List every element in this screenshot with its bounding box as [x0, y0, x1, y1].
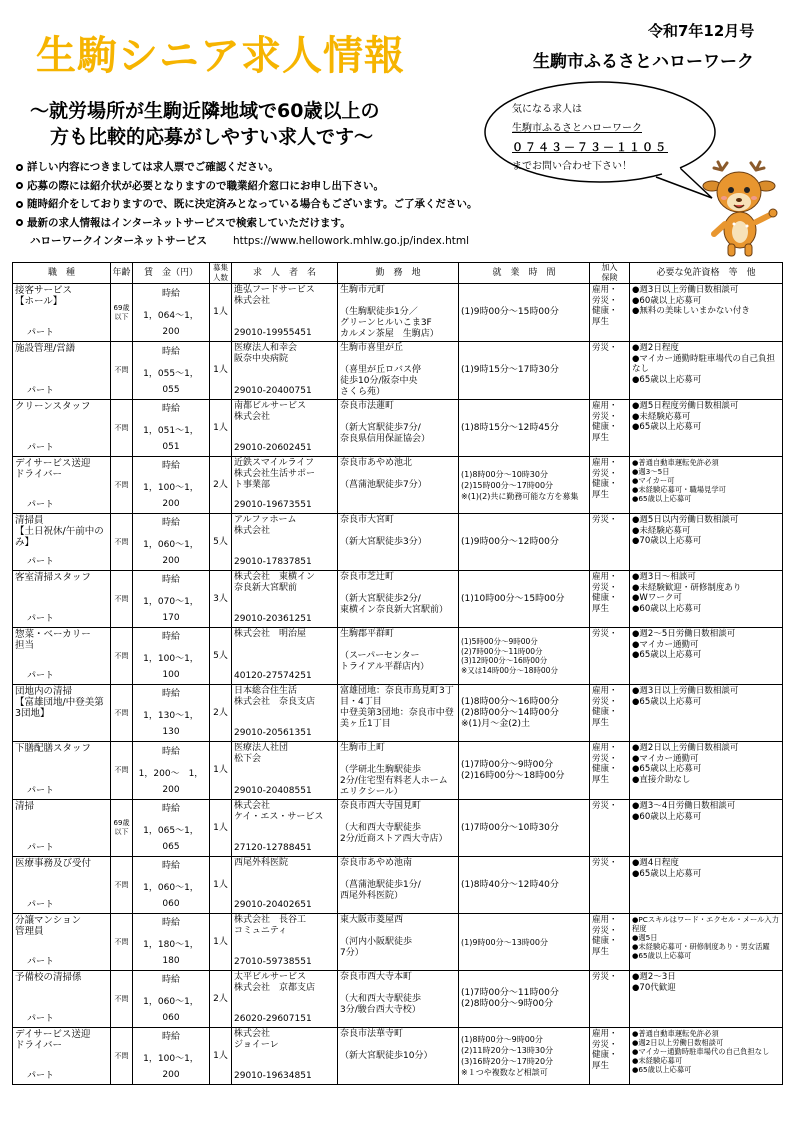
- job-title: 清掃: [15, 801, 35, 812]
- table-row: [13, 1028, 783, 1085]
- job-number: 29010-20402651: [234, 900, 312, 910]
- company-cell: [232, 685, 338, 742]
- table-row: [13, 800, 783, 857]
- subtitle-line-1: ～就労場所が生駒近隣地域で60歳以上の: [30, 100, 380, 122]
- employment-type: パート: [27, 614, 55, 624]
- company-name: 医療法人和幸会 阪奈中央病院: [234, 343, 298, 364]
- subtitle-line-2: 方も比較的応募がしやすい求人です～: [50, 126, 374, 148]
- hours-cell: (1)8時00分～10時30分 (2)15時00分～17時00分 ※(1)(2)共に勤務可能な方を募集: [459, 457, 590, 514]
- wage-range: 1，100～1，100: [143, 654, 199, 680]
- wage-cell: [133, 914, 210, 971]
- hours-cell: (1)7時00分～10時30分: [459, 800, 590, 857]
- notes-list: [16, 158, 477, 251]
- wage-type: 時給: [161, 746, 180, 757]
- job-title: デイサービス送迎 ドライバー: [15, 458, 91, 480]
- job-cell: [13, 400, 111, 457]
- phone-number[interactable]: ０７４３－７３－１１０５: [512, 141, 668, 154]
- job-title: 予備校の清掃係: [15, 972, 82, 983]
- employment-type: パート: [27, 843, 55, 853]
- column-header: 就 業 時 間: [459, 263, 590, 284]
- table-row: [13, 971, 783, 1028]
- company-name: 近鉄スマイルライフ 株式会社生活サポー ト事業部: [234, 458, 316, 490]
- hellowork-url[interactable]: https://www.hellowork.mhlw.go.jp/index.html: [233, 235, 470, 247]
- wage-type: 時給: [161, 689, 180, 699]
- company-cell: [232, 342, 338, 400]
- company-name: 日本総合住生活 株式会社 奈良支店: [234, 686, 316, 707]
- office-name: 生駒市ふるさとハローワーク: [533, 52, 754, 72]
- job-title: 下膳配膳スタッフ: [15, 743, 92, 754]
- employment-type: パート: [27, 786, 55, 796]
- job-number: 29010-20408551: [234, 786, 312, 796]
- job-number: 29010-19673551: [234, 500, 312, 510]
- openings-cell: 1人: [210, 914, 232, 971]
- job-number: 27120-12788451: [234, 843, 312, 853]
- openings-cell: 5人: [210, 628, 232, 685]
- requirements-cell: ●週3日以上労働日数相談可 ●65歳以上応募可: [630, 685, 783, 742]
- location-cell: 生駒市元町 （生駒駅徒歩1分／ グリーンヒルいこま3F カルメン茶屋 生駒店）: [338, 284, 459, 342]
- company-cell: [232, 628, 338, 685]
- insurance-cell: 労災・: [590, 342, 630, 400]
- wage-cell: [133, 342, 210, 400]
- hours-cell: (1)7時00分～11時00分 (2)8時00分～9時00分: [459, 971, 590, 1028]
- openings-cell: 2人: [210, 457, 232, 514]
- wage-cell: [133, 800, 210, 857]
- job-cell: [13, 628, 111, 685]
- job-table: [12, 262, 783, 1085]
- employment-type: パート: [27, 443, 55, 453]
- openings-cell: 1人: [210, 284, 232, 342]
- requirements-cell: ●週4日程度 ●65歳以上応募可: [630, 857, 783, 914]
- wage-cell: [133, 685, 210, 742]
- job-cell: [13, 571, 111, 628]
- wage-range: 1，070～1，170: [143, 597, 199, 623]
- hours-cell: (1)5時00分～9時00分 (2)7時00分～11時00分 (3)12時00分～16時00分 ※又は14時00分～18時00分: [459, 628, 590, 685]
- openings-cell: 1人: [210, 342, 232, 400]
- requirements-cell: ●普通自動車運転免許必須 ●週2日以上労働日数相談可 ●マイカー通勤時駐車場代の自己負担なし ●未経験応募可 ●65歳以上応募可: [630, 1028, 783, 1085]
- column-header: 職 種: [13, 263, 111, 284]
- table-row: [13, 457, 783, 514]
- insurance-cell: 雇用・ 労災・ 健康・ 厚生: [590, 742, 630, 800]
- age-cell: 不問: [111, 514, 133, 571]
- openings-cell: 2人: [210, 685, 232, 742]
- age-cell: 不問: [111, 400, 133, 457]
- insurance-cell: 労災・: [590, 514, 630, 571]
- job-cell: [13, 857, 111, 914]
- age-cell: 不問: [111, 1028, 133, 1085]
- job-cell: [13, 742, 111, 800]
- wage-range: 1，100～1，200: [143, 483, 199, 509]
- wage-range: 1，060～1，060: [143, 997, 199, 1023]
- openings-cell: 1人: [210, 742, 232, 800]
- job-number: 27010-59738551: [234, 957, 312, 967]
- company-cell: [232, 457, 338, 514]
- age-cell: 不問: [111, 685, 133, 742]
- location-cell: 生駒市上町 （学研北生駒駅徒歩 2分/住宅型有料老人ホーム エリクシール）: [338, 742, 459, 800]
- employment-type: パート: [27, 671, 55, 681]
- wage-range: 1，064～1，200: [143, 310, 199, 337]
- hours-cell: (1)8時00分～16時00分 (2)8時00分～14時00分 ※(1)月～金(2)土: [459, 685, 590, 742]
- age-cell: 69歳 以下: [111, 800, 133, 857]
- wage-cell: [133, 400, 210, 457]
- employment-type: パート: [27, 328, 55, 338]
- job-cell: [13, 971, 111, 1028]
- openings-cell: 1人: [210, 800, 232, 857]
- column-header: 勤 務 地: [338, 263, 459, 284]
- job-number: 29010-20561351: [234, 728, 312, 738]
- insurance-cell: 雇用・ 労災・ 健康・ 厚生: [590, 284, 630, 342]
- bubble-office-link[interactable]: 生駒市ふるさとハローワーク: [512, 123, 642, 134]
- table-row: [13, 514, 783, 571]
- note-item: 随時紹介をしておりますので、既に決定済みとなっている場合もございます。ご了承ください。: [16, 195, 477, 214]
- wage-cell: [133, 971, 210, 1028]
- wage-range: 1，060～1，060: [143, 883, 199, 909]
- deer-mascot-icon: [700, 160, 782, 258]
- job-number: 29010-20602451: [234, 443, 312, 453]
- wage-range: 1，130～1，130: [143, 711, 199, 737]
- wage-type: 時給: [161, 975, 180, 985]
- company-name: 株式会社 長谷工 コミュニティ: [234, 915, 307, 936]
- hours-cell: (1)9時15分～17時30分: [459, 342, 590, 400]
- insurance-cell: 労災・: [590, 800, 630, 857]
- wage-type: 時給: [161, 518, 180, 528]
- job-title: 惣菜・ベーカリー 担当: [15, 629, 91, 651]
- wage-range: 1，200～ 1，200: [138, 768, 204, 795]
- company-cell: [232, 800, 338, 857]
- table-row: [13, 685, 783, 742]
- company-name: 株式会社 ジョイーレ: [234, 1029, 279, 1050]
- wage-type: 時給: [161, 461, 180, 471]
- table-row: [13, 628, 783, 685]
- wage-range: 1，060～1，200: [143, 540, 199, 566]
- column-header: 年齢: [111, 263, 133, 284]
- location-cell: 奈良市西大寺本町 （大和西大寺駅徒歩 3分/駿台西大寺校）: [338, 971, 459, 1028]
- wage-cell: [133, 457, 210, 514]
- company-name: 株式会社 明治屋: [234, 629, 307, 639]
- openings-cell: 2人: [210, 971, 232, 1028]
- location-cell: 奈良市法蓮町 （新大宮駅徒歩7分/ 奈良県信用保証協会）: [338, 400, 459, 457]
- company-name: 株式会社 ケイ・エス・サービス: [234, 801, 324, 822]
- bullet-icon: [16, 219, 23, 226]
- company-name: 進弘フードサービス 株式会社: [234, 285, 315, 306]
- location-cell: 奈良市芝辻町 （新大宮駅徒歩2分/ 東横イン奈良新大宮駅前）: [338, 571, 459, 628]
- employment-type: パート: [27, 957, 55, 967]
- age-cell: 不問: [111, 342, 133, 400]
- wage-range: 1，100～1，200: [143, 1054, 199, 1080]
- requirements-cell: ●週3日以上労働日数相談可 ●60歳以上応募可 ●無料の美味しいまかない付き: [630, 284, 783, 342]
- hours-cell: (1)7時00分～9時00分 (2)16時00分～18時00分: [459, 742, 590, 800]
- wage-type: 時給: [161, 575, 180, 585]
- job-title: 施設管理/営繕: [15, 343, 76, 354]
- bullet-icon: [16, 182, 23, 189]
- employment-type: パート: [27, 500, 55, 510]
- location-cell: 生駒郡平群町 （スーパーセンター トライアル平群店内）: [338, 628, 459, 685]
- company-cell: [232, 284, 338, 342]
- insurance-cell: 雇用・ 労災・ 健康・ 厚生: [590, 571, 630, 628]
- employment-type: パート: [27, 557, 55, 567]
- table-header-row: [13, 263, 783, 284]
- company-cell: [232, 514, 338, 571]
- note-item: 応募の際には紹介状が必要となりますので職業紹介窓口にお申し出下さい。: [16, 177, 477, 196]
- hours-cell: (1)9時00分～15時00分: [459, 284, 590, 342]
- company-name: 医療法人社団 松下会: [234, 743, 289, 764]
- requirements-cell: ●週2～5日労働日数相談可 ●マイカー通勤可 ●65歳以上応募可: [630, 628, 783, 685]
- requirements-cell: ●週3日～相談可 ●未経験歓迎・研修制度あり ●Wワーク可 ●60歳以上応募可: [630, 571, 783, 628]
- company-cell: [232, 914, 338, 971]
- wage-cell: [133, 284, 210, 342]
- wage-cell: [133, 742, 210, 800]
- job-title: 客室清掃スタッフ: [15, 572, 92, 583]
- location-cell: 東大阪市菱屋西 （河内小阪駅徒歩 7分）: [338, 914, 459, 971]
- job-cell: [13, 514, 111, 571]
- table-row: [13, 342, 783, 400]
- job-number: 29010-17837851: [234, 557, 312, 567]
- wage-cell: [133, 1028, 210, 1085]
- job-title: デイサービス送迎 ドライバー: [15, 1029, 91, 1051]
- job-cell: [13, 800, 111, 857]
- insurance-cell: 雇用・ 労災・ 健康・ 厚生: [590, 685, 630, 742]
- table-row: [13, 857, 783, 914]
- company-cell: [232, 971, 338, 1028]
- table-row: [13, 571, 783, 628]
- requirements-cell: ●週3～4日労働日数相談可 ●60歳以上応募可: [630, 800, 783, 857]
- company-name: アルファホーム 株式会社: [234, 515, 297, 536]
- wage-range: 1，055～1，055: [143, 368, 199, 395]
- note-item: 詳しい内容につきましては求人票でご確認ください。: [16, 158, 477, 177]
- insurance-cell: 雇用・ 労災・ 健康・ 厚生: [590, 914, 630, 971]
- wage-cell: [133, 628, 210, 685]
- bubble-line-1: 気になる求人は: [512, 104, 582, 115]
- job-title: 接客サービス 【ホール】: [15, 285, 73, 307]
- note-item: 最新の求人情報はインターネットサービスで検索していただけます。: [16, 214, 477, 233]
- wage-cell: [133, 571, 210, 628]
- table-row: [13, 742, 783, 800]
- wage-type: 時給: [161, 918, 180, 928]
- company-name: 株式会社 東横イン 奈良新大宮駅前: [234, 572, 316, 593]
- requirements-cell: ●週2日程度 ●マイカー通勤時駐車場代の自己負担なし ●65歳以上応募可: [630, 342, 783, 400]
- hours-cell: (1)8時00分～9時00分 (2)11時20分～13時30分 (3)16時20分～17時20分 ※１つや複数など相談可: [459, 1028, 590, 1085]
- age-cell: 不問: [111, 742, 133, 800]
- column-header: 賃 金（円）: [133, 263, 210, 284]
- company-name: 南都ビルサービス 株式会社: [234, 401, 307, 422]
- hours-cell: (1)10時00分～15時00分: [459, 571, 590, 628]
- requirements-cell: ●週2～3日 ●70代歓迎: [630, 971, 783, 1028]
- insurance-cell: 雇用・ 労災・ 健康・ 厚生: [590, 400, 630, 457]
- wage-range: 1，051～1，051: [143, 426, 199, 452]
- issue-date: 令和7年12月号: [648, 22, 755, 40]
- job-cell: [13, 457, 111, 514]
- company-name: 太平ビルサービス 株式会社 京都支店: [234, 972, 316, 993]
- age-cell: 不問: [111, 457, 133, 514]
- bullet-icon: [16, 164, 23, 171]
- age-cell: 69歳 以下: [111, 284, 133, 342]
- hours-cell: (1)8時40分～12時40分: [459, 857, 590, 914]
- location-cell: 奈良市大宮町 （新大宮駅徒歩3分）: [338, 514, 459, 571]
- table-row: [13, 284, 783, 342]
- company-cell: [232, 571, 338, 628]
- insurance-cell: 労災・: [590, 628, 630, 685]
- company-name: 西尾外科医院: [234, 858, 289, 868]
- company-cell: [232, 400, 338, 457]
- openings-cell: 1人: [210, 400, 232, 457]
- hours-cell: (1)9時00分～12時00分: [459, 514, 590, 571]
- hours-cell: (1)9時00分～13時00分: [459, 914, 590, 971]
- hellowork-line: [16, 232, 477, 251]
- job-title: 分譲マンション 管理員: [15, 915, 82, 937]
- insurance-cell: 雇用・ 労災・ 健康・ 厚生: [590, 1028, 630, 1085]
- bullet-icon: [16, 201, 23, 208]
- job-cell: [13, 1028, 111, 1085]
- employment-type: パート: [27, 1071, 55, 1081]
- job-number: 29010-20400751: [234, 386, 312, 396]
- job-title: クリーンスタッフ: [15, 401, 91, 412]
- location-cell: 生駒市喜里が丘 （喜里が丘ロバス停 徒歩10分/阪奈中央 さくら苑）: [338, 342, 459, 400]
- job-title: 団地内の清掃 【富雄団地/中登美第3団地】: [15, 686, 104, 719]
- wage-cell: [133, 857, 210, 914]
- location-cell: 奈良市あやめ池北 （菖蒲池駅徒歩7分）: [338, 457, 459, 514]
- insurance-cell: 雇用・ 労災・ 健康・ 厚生: [590, 457, 630, 514]
- wage-type: 時給: [161, 632, 180, 642]
- table-row: [13, 400, 783, 457]
- requirements-cell: ●週2日以上労働日数相談可 ●マイカー通勤可 ●65歳以上応募可 ●直接介助なし: [630, 742, 783, 800]
- bubble-line-4: までお問い合わせ下さい！: [512, 161, 632, 172]
- wage-type: 時給: [161, 804, 180, 814]
- requirements-cell: ●週5日程度労働日数相談可 ●未経験応募可 ●65歳以上応募可: [630, 400, 783, 457]
- wage-type: 時給: [161, 861, 180, 871]
- employment-type: パート: [27, 1014, 55, 1024]
- column-header: 必要な免許資格 等 他: [630, 263, 783, 284]
- job-title: 清掃員 【土日祝休/午前中のみ】: [15, 515, 104, 548]
- wage-type: 時給: [161, 404, 180, 414]
- wage-type: 時給: [161, 1032, 180, 1042]
- page-title: 生駒シニア求人情報: [36, 33, 405, 79]
- wage-range: 1，180～1，180: [143, 940, 199, 966]
- wage-range: 1，065～1，065: [143, 826, 199, 852]
- openings-cell: 1人: [210, 857, 232, 914]
- column-header: 加入 保険: [590, 263, 630, 284]
- location-cell: 奈良市法華寺町 （新大宮駅徒歩10分）: [338, 1028, 459, 1085]
- age-cell: 不問: [111, 914, 133, 971]
- job-number: 26020-29607151: [234, 1014, 312, 1024]
- column-header: 募集 人数: [210, 263, 232, 284]
- job-number: 29010-19634851: [234, 1071, 312, 1081]
- job-cell: [13, 342, 111, 400]
- location-cell: 奈良市あやめ池南 （菖蒲池駅徒歩1分/ 西尾外科医院）: [338, 857, 459, 914]
- openings-cell: 1人: [210, 1028, 232, 1085]
- employment-type: パート: [27, 386, 55, 396]
- company-cell: [232, 857, 338, 914]
- company-cell: [232, 1028, 338, 1085]
- location-cell: 富雄団地：奈良市鳥見町3丁目・4丁目 中登美第3団地：奈良市中登美ヶ丘1丁目: [338, 685, 459, 742]
- requirements-cell: ●週5日以内労働日数相談可 ●未経験応募可 ●70歳以上応募可: [630, 514, 783, 571]
- column-header: 求 人 者 名: [232, 263, 338, 284]
- insurance-cell: 労災・: [590, 971, 630, 1028]
- hellowork-label: ハローワークインターネットサービス: [30, 235, 208, 247]
- job-cell: [13, 284, 111, 342]
- hours-cell: (1)8時15分～12時45分: [459, 400, 590, 457]
- requirements-cell: ●普通自動車運転免許必須 ●週3～5日 ●マイカー可 ●未経験応募可・職場見学可 ●65歳以上応募可: [630, 457, 783, 514]
- age-cell: 不問: [111, 628, 133, 685]
- location-cell: 奈良市西大寺国見町 （大和西大寺駅徒歩 2分/近商ストア西大寺店）: [338, 800, 459, 857]
- job-cell: [13, 914, 111, 971]
- job-cell: [13, 685, 111, 742]
- employment-type: パート: [27, 900, 55, 910]
- requirements-cell: ●PCスキルはワード・エクセル・メール入力程度 ●週5日 ●未経験応募可・研修制度あり・男女活躍 ●65歳以上応募可: [630, 914, 783, 971]
- job-title: 医療事務及び受付: [15, 858, 92, 869]
- job-number: 29010-19955451: [234, 328, 312, 338]
- age-cell: 不問: [111, 571, 133, 628]
- insurance-cell: 労災・: [590, 857, 630, 914]
- wage-type: 時給: [161, 288, 180, 299]
- bubble-text: [512, 100, 668, 176]
- age-cell: 不問: [111, 971, 133, 1028]
- job-number: 40120-27574251: [234, 671, 312, 681]
- openings-cell: 5人: [210, 514, 232, 571]
- company-cell: [232, 742, 338, 800]
- table-row: [13, 914, 783, 971]
- age-cell: 不問: [111, 857, 133, 914]
- wage-cell: [133, 514, 210, 571]
- job-number: 29010-20361251: [234, 614, 312, 624]
- openings-cell: 3人: [210, 571, 232, 628]
- wage-type: 時給: [161, 346, 180, 357]
